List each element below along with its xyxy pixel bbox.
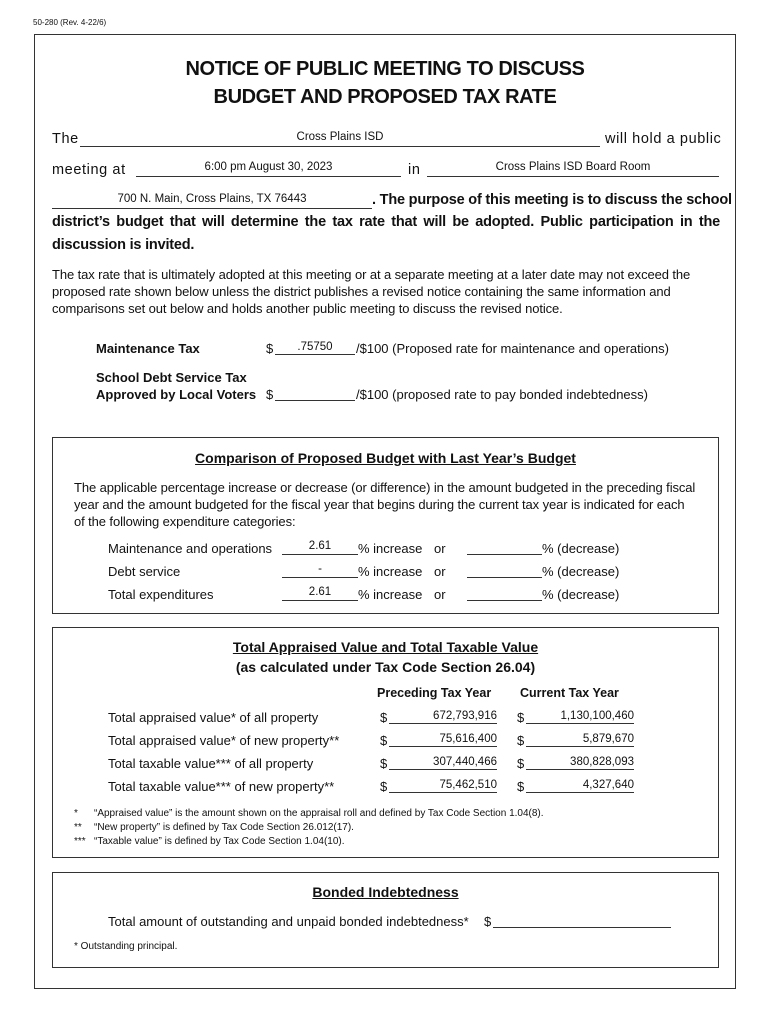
rate-notice-line-3: comparisons set out below and holds another public meeting to discuss the revised notice.: [52, 301, 563, 316]
prev-dollar: $: [380, 733, 388, 748]
appraised-row-label: Total taxable value*** of new property**: [108, 779, 335, 794]
curr-appraised-new-field[interactable]: 5,879,670: [526, 732, 634, 747]
footnote-mark: *: [74, 808, 78, 819]
footnote-mark: **: [74, 822, 82, 833]
bonded-label: Total amount of outstanding and unpaid bonded indebtedness*: [108, 914, 469, 929]
total-decrease-field[interactable]: [467, 586, 542, 601]
purpose-text-1: . The purpose of this meeting is to discuss the school: [372, 192, 732, 208]
title-line-2: BUDGET AND PROPOSED TAX RATE: [213, 86, 557, 108]
rate-notice-line-2: proposed rate shown below unless the district publishes a revised notice containing the same information and: [52, 284, 671, 299]
meeting-datetime-field[interactable]: 6:00 pm August 30, 2023: [136, 160, 401, 177]
debt-tax-label-1: School Debt Service Tax: [96, 370, 247, 385]
intro-in: in: [408, 162, 421, 178]
intro-will-hold: will hold a public: [605, 131, 722, 147]
comparison-text-1: The applicable percentage increase or decrease (or difference) in the amount budgeted in the preceding fiscal: [74, 480, 696, 495]
maintenance-tax-field[interactable]: .75750: [275, 340, 355, 355]
or-label: or: [434, 541, 446, 556]
meeting-location-field[interactable]: Cross Plains ISD Board Room: [427, 160, 719, 177]
purpose-text-2: district’s budget that will determine the tax rate that will be adopted. Public participation in the: [52, 214, 720, 230]
purpose-text-3: discussion is invited.: [52, 237, 195, 253]
curr-taxable-new-field[interactable]: 4,327,640: [526, 778, 634, 793]
decrease-label: % (decrease): [542, 564, 620, 579]
bonded-heading: Bonded Indebtedness: [312, 884, 459, 900]
footnote-new-property: “New property” is defined by Tax Code Section 26.012(17).: [94, 822, 354, 833]
prev-appraised-new-field[interactable]: 75,616,400: [389, 732, 497, 747]
prev-taxable-all-field[interactable]: 307,440,466: [389, 755, 497, 770]
total-increase-field[interactable]: 2.61: [282, 586, 358, 601]
row-label-debt: Debt service: [108, 564, 181, 579]
increase-label: % increase: [358, 587, 423, 602]
debt-tax-label-2: Approved by Local Voters: [96, 387, 257, 402]
appraised-heading-2: (as calculated under Tax Code Section 26.04): [235, 659, 536, 675]
prev-dollar: $: [380, 779, 388, 794]
maintenance-increase-field[interactable]: 2.61: [282, 540, 358, 555]
comparison-heading: Comparison of Proposed Budget with Last Year’s Budget: [195, 450, 576, 466]
prev-appraised-all-field[interactable]: 672,793,916: [389, 709, 497, 724]
form-number: 50-280 (Rev. 4-22/6): [33, 18, 107, 27]
col-preceding-tax-year: Preceding Tax Year: [377, 686, 492, 700]
prev-taxable-new-field[interactable]: 75,462,510: [389, 778, 497, 793]
appraised-row-label: Total appraised value* of all property: [108, 710, 319, 725]
debt-desc: /$100 (proposed rate to pay bonded indebtedness): [356, 387, 648, 402]
decrease-label: % (decrease): [542, 587, 620, 602]
district-name-field[interactable]: Cross Plains ISD: [80, 130, 600, 147]
or-label: or: [434, 587, 446, 602]
prev-dollar: $: [380, 710, 388, 725]
curr-dollar: $: [517, 756, 525, 771]
curr-dollar: $: [517, 779, 525, 794]
prev-dollar: $: [380, 756, 388, 771]
debt-decrease-field[interactable]: [467, 563, 542, 578]
row-label-maintenance: Maintenance and operations: [108, 541, 273, 556]
curr-dollar: $: [517, 733, 525, 748]
comparison-text-2: year and the amount budgeted for the fiscal year that begins during the current tax year is indicated for each: [74, 497, 685, 512]
maintenance-dollar: $: [266, 341, 274, 356]
curr-appraised-all-field[interactable]: 1,130,100,460: [526, 709, 634, 724]
debt-dollar: $: [266, 387, 274, 402]
appraised-heading-1: Total Appraised Value and Total Taxable Value: [232, 639, 539, 655]
intro-the: The: [52, 131, 79, 147]
maintenance-desc: /$100 (Proposed rate for maintenance and operations): [356, 341, 669, 356]
meeting-address-field[interactable]: 700 N. Main, Cross Plains, TX 76443: [52, 192, 372, 209]
appraised-row-label: Total appraised value* of new property**: [108, 733, 340, 748]
bonded-amount-field[interactable]: [493, 913, 671, 928]
increase-label: % increase: [358, 541, 423, 556]
curr-dollar: $: [517, 710, 525, 725]
budget-comparison-box: [52, 437, 719, 614]
appraised-row-label: Total taxable value*** of all property: [108, 756, 314, 771]
bonded-footnote: * Outstanding principal.: [74, 941, 178, 952]
footnote-mark: ***: [74, 836, 86, 847]
maintenance-tax-label: Maintenance Tax: [96, 341, 200, 356]
curr-taxable-all-field[interactable]: 380,828,093: [526, 755, 634, 770]
comparison-text-3: of the following expenditure categories:: [74, 514, 296, 529]
debt-tax-field[interactable]: [275, 386, 355, 401]
maintenance-decrease-field[interactable]: [467, 540, 542, 555]
debt-increase-field[interactable]: -: [282, 563, 358, 578]
or-label: or: [434, 564, 446, 579]
rate-notice-line-1: The tax rate that is ultimately adopted at this meeting or at a separate meeting at a later date may not exceed the: [52, 267, 691, 282]
appraised-value-box: [52, 627, 719, 858]
decrease-label: % (decrease): [542, 541, 620, 556]
col-current-tax-year: Current Tax Year: [520, 686, 619, 700]
footnote-taxable: “Taxable value” is defined by Tax Code Section 1.04(10).: [94, 836, 345, 847]
row-label-total: Total expenditures: [108, 587, 214, 602]
bonded-dollar: $: [484, 914, 492, 929]
intro-meeting-at: meeting at: [52, 162, 126, 178]
title-line-1: NOTICE OF PUBLIC MEETING TO DISCUSS: [185, 58, 585, 80]
increase-label: % increase: [358, 564, 423, 579]
bonded-indebtedness-box: [52, 872, 719, 968]
footnote-appraised: “Appraised value” is the amount shown on the appraisal roll and defined by Tax Code Section 1.04(8).: [94, 808, 544, 819]
